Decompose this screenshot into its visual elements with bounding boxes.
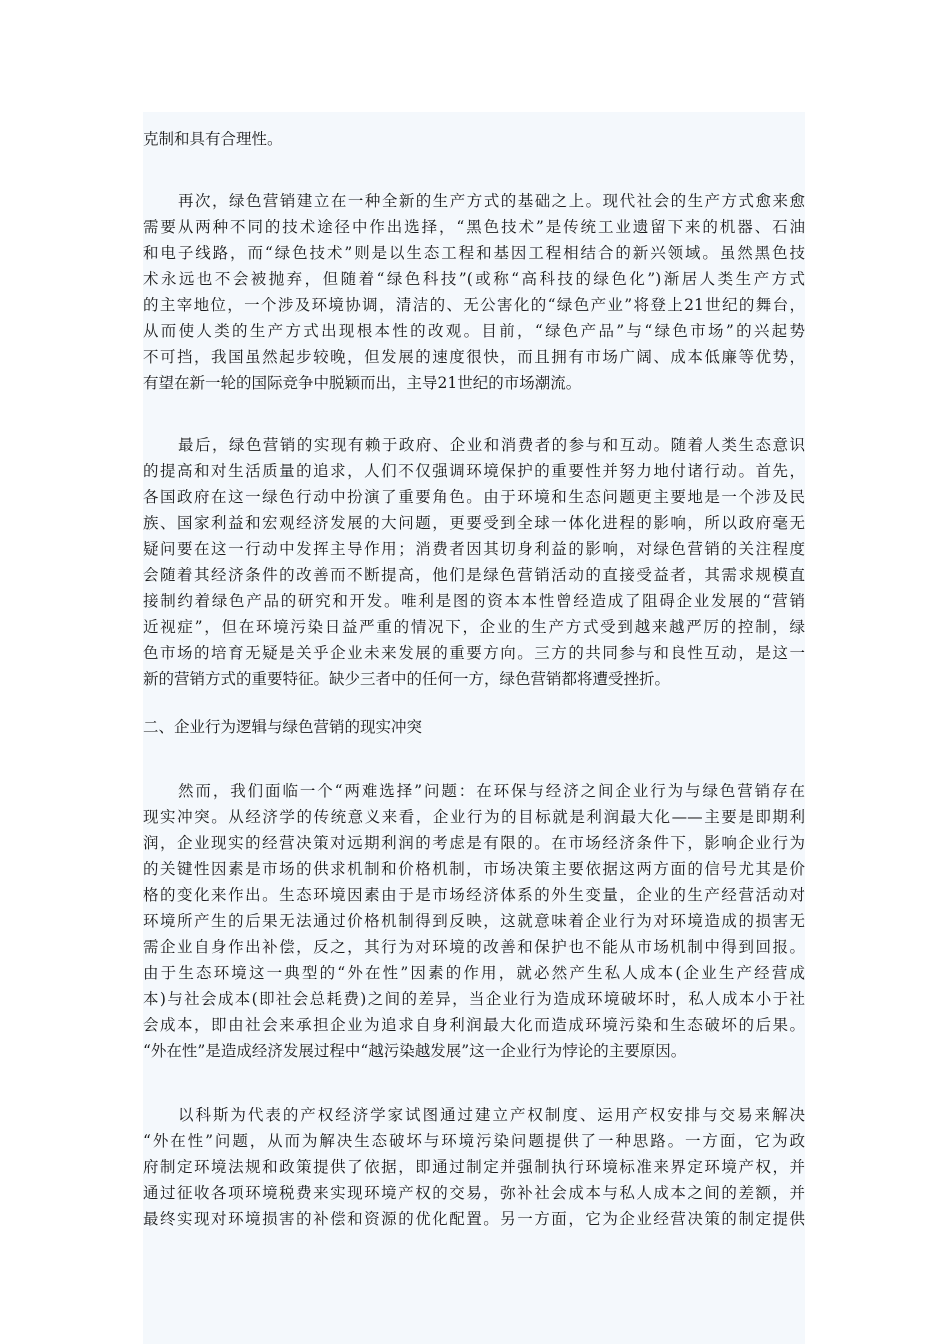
paragraph-line: 不可挡，我国虽然起步较晚，但发展的速度很快，而且拥有市场广阔、成本低廉等优势， bbox=[143, 348, 805, 366]
paragraph-line: 环境所产生的后果无法通过价格机制得到反映，这就意味着企业行为对环境造成的损害无 bbox=[143, 912, 805, 930]
paragraph-line: 需企业自身作出补偿，反之，其行为对环境的改善和保护也不能从市场机制中得到回报。 bbox=[143, 938, 805, 956]
paragraph-line: 以科斯为代表的产权经济学家试图通过建立产权制度、运用产权安排与交易来解决 bbox=[178, 1106, 805, 1124]
paragraph-line: 再次，绿色营销建立在一种全新的生产方式的基础之上。现代社会的生产方式愈来愈 bbox=[178, 192, 805, 210]
paragraph-line: 本)与社会成本(即社会总耗费)之间的差异，当企业行为造成环境破坏时，私人成本小于社 bbox=[143, 990, 805, 1008]
paragraph-line: 通过征收各项环境税费来实现环境产权的交易，弥补社会成本与私人成本之间的差额，并 bbox=[143, 1184, 805, 1202]
paragraph-line: “外在性”问题，从而为解决生态破坏与环境污染问题提供了一种思路。一方面，它为政 bbox=[143, 1132, 805, 1150]
paragraph-line: 族、国家利益和宏观经济发展的大问题，更要受到全球一体化进程的影响，所以政府毫无 bbox=[143, 514, 805, 532]
paragraph-line: 由于生态环境这一典型的“外在性”因素的作用，就必然产生私人成本(企业生产经营成 bbox=[143, 964, 805, 982]
paragraph-line: “外在性”是造成经济发展过程中“越污染越发展”这一企业行为悖论的主要原因。 bbox=[143, 1042, 687, 1060]
paragraph-line: 会成本，即由社会来承担企业为追求自身利润最大化而造成环境污染和生态破坏的后果。 bbox=[143, 1016, 805, 1034]
paragraph-line: 各国政府在这一绿色行动中扮演了重要角色。由于环境和生态问题更主要地是一个涉及民 bbox=[143, 488, 805, 506]
paragraph-line: 和电子线路，而“绿色技术”则是以生态工程和基因工程相结合的新兴领域。虽然黑色技 bbox=[143, 244, 805, 262]
paragraph-line: 有望在新一轮的国际竞争中脱颖而出，主导21世纪的市场潮流。 bbox=[143, 374, 582, 392]
paragraph-line: 现实冲突。从经济学的传统意义来看，企业行为的目标就是利润最大化——主要是即期利 bbox=[143, 808, 805, 826]
paragraph-line: 新的营销方式的重要特征。缺少三者中的任何一方，绿色营销都将遭受挫折。 bbox=[143, 670, 671, 688]
document-body bbox=[143, 112, 805, 1344]
paragraph-line: 近视症”，但在环境污染日益严重的情况下，企业的生产方式受到越来越严厉的控制，绿 bbox=[143, 618, 805, 636]
paragraph-line: 疑问要在这一行动中发挥主导作用；消费者因其切身利益的影响，对绿色营销的关注程度 bbox=[143, 540, 805, 558]
section-heading: 二、企业行为逻辑与绿色营销的现实冲突 bbox=[143, 718, 423, 736]
paragraph-line: 色市场的培育无疑是关乎企业未来发展的重要方向。三方的共同参与和良性互动，是这一 bbox=[143, 644, 805, 662]
paragraph-line: 然而，我们面临一个“两难选择”问题：在环保与经济之间企业行为与绿色营销存在 bbox=[178, 782, 805, 800]
paragraph-line: 接制约着绿色产品的研究和开发。唯利是图的资本本性曾经造成了阻碍企业发展的“营销 bbox=[143, 592, 805, 610]
paragraph-line: 的关键性因素是市场的供求机制和价格机制，市场决策主要依据这两方面的信号尤其是价 bbox=[143, 860, 805, 878]
paragraph-line: 从而使人类的生产方式出现根本性的改观。目前，“绿色产品”与“绿色市场”的兴起势 bbox=[143, 322, 805, 340]
paragraph-line: 最终实现对环境损害的补偿和资源的优化配置。另一方面，它为企业经营决策的制定提供 bbox=[143, 1210, 805, 1228]
paragraph-line: 府制定环境法规和政策提供了依据，即通过制定并强制执行环境标准来界定环境产权，并 bbox=[143, 1158, 805, 1176]
paragraph-line: 的提高和对生活质量的追求，人们不仅强调环境保护的重要性并努力地付诸行动。首先， bbox=[143, 462, 805, 480]
paragraph-line: 最后，绿色营销的实现有赖于政府、企业和消费者的参与和互动。随着人类生态意识 bbox=[178, 436, 805, 454]
paragraph-line: 克制和具有合理性。 bbox=[143, 130, 283, 148]
paragraph-line: 的主宰地位，一个涉及环境协调，清洁的、无公害化的“绿色产业”将登上21世纪的舞台， bbox=[143, 296, 805, 314]
paragraph-line: 术永远也不会被抛弃，但随着“绿色科技”(或称“高科技的绿色化”)渐居人类生产方式 bbox=[143, 270, 805, 288]
paragraph-line: 会随着其经济条件的改善而不断提高，他们是绿色营销活动的直接受益者，其需求规模直 bbox=[143, 566, 805, 584]
paragraph-line: 润，企业现实的经营决策对远期利润的考虑是有限的。在市场经济条件下，影响企业行为 bbox=[143, 834, 805, 852]
paragraph-line: 格的变化来作出。生态环境因素由于是市场经济体系的外生变量，企业的生产经营活动对 bbox=[143, 886, 805, 904]
paragraph-line: 需要从两种不同的技术途径中作出选择，“黑色技术”是传统工业遗留下来的机器、石油 bbox=[143, 218, 805, 236]
